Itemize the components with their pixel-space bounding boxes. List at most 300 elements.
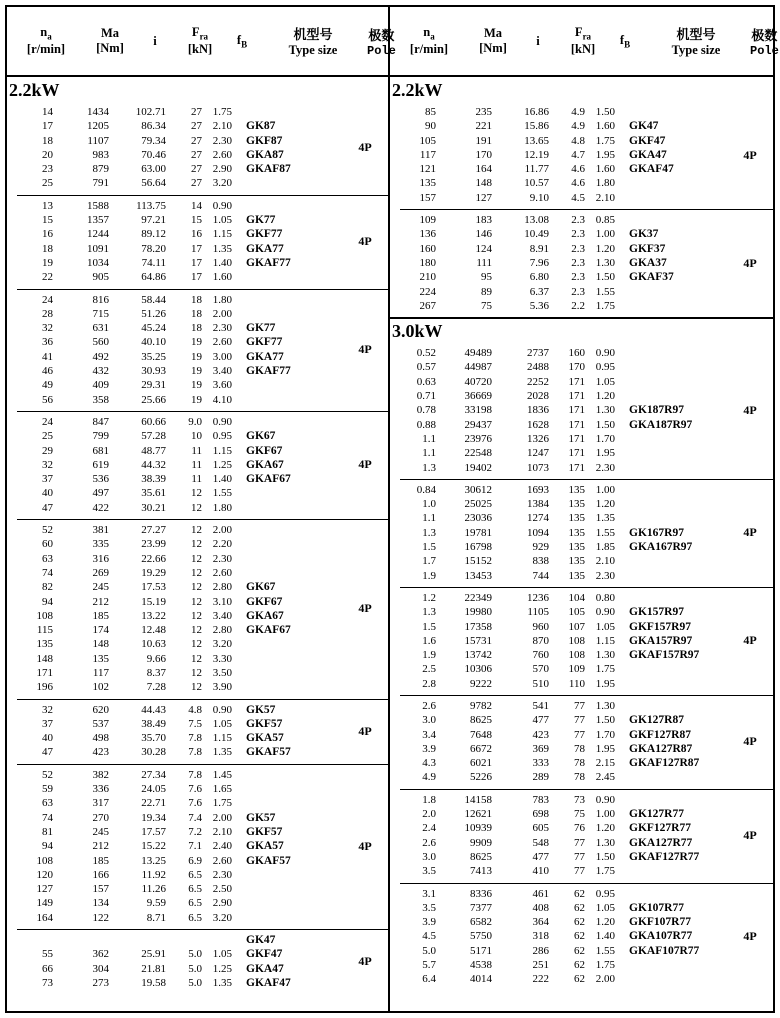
group-rows — [390, 887, 727, 987]
type-size-group — [7, 930, 388, 994]
type-size-cell: GK67 — [246, 430, 276, 443]
na-cell: 20 — [42, 148, 53, 161]
power-section — [390, 317, 773, 990]
fb-cell: 3.30 — [212, 652, 232, 665]
i-cell: 97.21 — [141, 214, 166, 227]
fb-cell: 1.30 — [595, 649, 615, 662]
ma-cell: 358 — [92, 393, 109, 406]
i-cell: 1836 — [527, 404, 549, 417]
fb-cell: 1.75 — [212, 106, 232, 118]
i-cell: 541 — [532, 699, 549, 712]
ma-cell: 4538 — [470, 959, 492, 972]
ma-cell: 22548 — [464, 447, 492, 460]
fra-cell: 2.3 — [571, 285, 585, 298]
col-header-i: i — [153, 33, 157, 48]
table-row — [7, 293, 342, 307]
na-cell: 160 — [419, 242, 436, 255]
col-header-type: 机型号 Type size — [288, 28, 338, 57]
na-cell: 0.63 — [416, 375, 436, 388]
fb-cell: 2.60 — [212, 148, 232, 161]
type-size-cell: GKA77 — [246, 350, 284, 363]
i-cell: 30.28 — [141, 746, 166, 759]
i-cell: 8.37 — [146, 666, 166, 679]
type-size-cell: GKF87 — [246, 134, 283, 147]
fra-cell: 4.6 — [571, 163, 585, 176]
fb-cell: 1.60 — [595, 120, 615, 133]
fb-cell: 2.20 — [212, 538, 232, 551]
fra-cell: 18 — [191, 293, 202, 306]
pole-cell: 4P — [358, 954, 372, 969]
fra-cell: 135 — [568, 569, 585, 582]
fb-cell: 2.90 — [212, 897, 232, 910]
i-cell: 870 — [532, 634, 549, 647]
fra-cell: 171 — [568, 418, 585, 431]
fb-cell: 1.50 — [595, 850, 615, 863]
i-cell: 58.44 — [141, 293, 166, 306]
fra-cell: 6.5 — [188, 911, 202, 924]
fb-cell: 2.30 — [595, 461, 615, 474]
fra-cell: 73 — [574, 793, 585, 806]
ma-cell: 382 — [92, 768, 109, 781]
ma-cell: 235 — [475, 106, 492, 118]
na-cell: 3.4 — [422, 728, 436, 741]
spec-table — [5, 5, 779, 1013]
i-cell: 289 — [532, 771, 549, 784]
fb-cell: 1.50 — [595, 106, 615, 118]
table-row — [390, 134, 727, 148]
type-size-cell: GKF67 — [246, 595, 283, 608]
ma-cell: 102 — [92, 681, 109, 694]
column-header-row — [390, 7, 779, 77]
fb-cell: 1.85 — [595, 541, 615, 554]
na-cell: 74 — [42, 566, 53, 579]
i-cell: 1247 — [527, 447, 549, 460]
ma-cell: 983 — [92, 148, 109, 161]
table-row — [390, 699, 727, 713]
ma-cell: 14158 — [464, 793, 492, 806]
fra-cell: 18 — [191, 307, 202, 320]
col-header-pole: 极数 Pole — [367, 28, 396, 58]
fb-cell: 3.10 — [212, 595, 232, 608]
type-size-cell: GKF57 — [246, 825, 283, 838]
ma-cell: 269 — [92, 566, 109, 579]
fra-cell: 18 — [191, 322, 202, 335]
table-row — [390, 256, 727, 270]
fb-cell: 1.50 — [595, 714, 615, 727]
type-size-group — [7, 700, 388, 764]
na-cell: 52 — [42, 768, 53, 781]
fra-cell: 19 — [191, 393, 202, 406]
fra-cell: 135 — [568, 483, 585, 496]
na-cell: 16 — [42, 228, 53, 241]
col-header-ma: Ma [Nm] — [96, 26, 124, 55]
table-row — [7, 270, 342, 284]
pole-cell: 4P — [358, 723, 372, 738]
type-size-cell: GKF67 — [246, 444, 283, 457]
ma-cell: 336 — [92, 783, 109, 796]
table-row — [7, 393, 342, 407]
na-cell: 60 — [42, 538, 53, 551]
fra-cell: 17 — [191, 256, 202, 269]
na-cell: 41 — [42, 350, 53, 363]
fb-cell: 0.90 — [595, 347, 615, 360]
type-size-cell: GK87 — [246, 120, 276, 133]
ma-cell: 148 — [475, 177, 492, 190]
ma-cell: 1091 — [87, 242, 109, 255]
na-cell: 224 — [419, 285, 436, 298]
fb-cell: 0.90 — [595, 793, 615, 806]
i-cell: 1693 — [527, 483, 549, 496]
na-cell: 15 — [42, 214, 53, 227]
fra-cell: 135 — [568, 541, 585, 554]
type-size-cell: GKF57 — [246, 717, 283, 730]
fb-cell: 1.00 — [595, 483, 615, 496]
na-cell: 24 — [42, 293, 53, 306]
fra-cell: 77 — [574, 865, 585, 878]
type-size-cell: GK127R87 — [629, 714, 684, 727]
fra-cell: 7.4 — [188, 811, 202, 824]
i-cell: 760 — [532, 649, 549, 662]
na-cell: 40 — [42, 732, 53, 745]
i-cell: 6.80 — [529, 271, 549, 284]
na-cell: 85 — [425, 106, 436, 118]
col-header-na: $n_a$ [r/min] — [409, 25, 449, 56]
fra-cell: 19 — [191, 379, 202, 392]
na-cell: 0.57 — [416, 361, 436, 374]
fra-cell: 27 — [191, 106, 202, 118]
fra-cell: 77 — [574, 714, 585, 727]
type-size-group — [390, 884, 773, 991]
table-row — [390, 728, 727, 742]
na-cell: 105 — [419, 134, 436, 147]
table-row — [7, 176, 342, 190]
fb-cell: 1.25 — [212, 458, 232, 471]
ma-cell: 9909 — [470, 836, 492, 849]
ma-cell: 317 — [92, 797, 109, 810]
fra-cell: 2.3 — [571, 271, 585, 284]
na-cell: 47 — [42, 501, 53, 514]
fra-cell: 4.5 — [571, 191, 585, 204]
fra-cell: 12 — [191, 652, 202, 665]
table-row — [390, 119, 727, 133]
fb-cell: 1.05 — [212, 214, 232, 227]
group-rows — [7, 105, 342, 191]
group-rows — [7, 703, 342, 760]
i-cell: 548 — [532, 836, 549, 849]
na-cell: 1.3 — [422, 526, 436, 539]
table-row — [390, 793, 727, 807]
ma-cell: 245 — [92, 581, 109, 594]
fb-cell: 2.80 — [212, 624, 232, 637]
ma-cell: 111 — [476, 256, 492, 269]
fb-cell: 1.55 — [212, 487, 232, 500]
table-row — [7, 523, 342, 537]
na-cell: 14 — [42, 106, 53, 118]
ma-cell: 135 — [92, 652, 109, 665]
table-row — [390, 375, 727, 389]
fb-cell: 1.20 — [595, 916, 615, 929]
fra-cell: 108 — [568, 634, 585, 647]
type-size-cell: GKF47 — [629, 134, 666, 147]
ma-cell: 185 — [92, 854, 109, 867]
pole-cell: 4P — [743, 402, 757, 417]
fra-cell: 17 — [191, 242, 202, 255]
fra-cell: 62 — [574, 901, 585, 914]
fb-cell: 1.45 — [212, 768, 232, 781]
ma-cell: 75 — [481, 299, 492, 312]
col-header-i: i — [536, 33, 540, 48]
pole-cell: 4P — [743, 929, 757, 944]
fb-cell: 2.10 — [595, 191, 615, 204]
type-size-cell: GKA157R97 — [629, 634, 693, 647]
i-cell: 9.66 — [146, 652, 166, 665]
ma-cell: 191 — [475, 134, 492, 147]
i-cell: 24.05 — [141, 783, 166, 796]
fra-cell: 62 — [574, 930, 585, 943]
fra-cell: 12 — [191, 666, 202, 679]
right-panel — [390, 7, 779, 1011]
group-rows — [7, 293, 342, 407]
table-row — [7, 811, 342, 825]
ma-cell: 422 — [92, 501, 109, 514]
fra-cell: 109 — [568, 663, 585, 676]
type-size-cell: GKA127R87 — [629, 742, 693, 755]
fb-cell: 2.90 — [212, 163, 232, 176]
fra-cell: 78 — [574, 771, 585, 784]
fb-cell: 1.80 — [595, 177, 615, 190]
table-row — [390, 850, 727, 864]
fb-cell: 1.20 — [595, 390, 615, 403]
na-cell: 3.9 — [422, 742, 436, 755]
na-cell: 94 — [42, 595, 53, 608]
table-row — [390, 299, 727, 313]
type-size-group — [390, 210, 773, 317]
table-row — [390, 191, 727, 205]
fb-cell: 2.10 — [212, 825, 232, 838]
type-size-cell: GK57 — [246, 703, 276, 716]
fb-cell: 2.60 — [212, 566, 232, 579]
fra-cell: 135 — [568, 512, 585, 525]
i-cell: 13.22 — [141, 609, 166, 622]
na-cell: 1.1 — [422, 512, 436, 525]
type-size-cell: GKF157R97 — [629, 620, 691, 633]
type-size-cell: GKA127R77 — [629, 836, 693, 849]
na-cell: 171 — [36, 666, 53, 679]
type-size-cell: GK37 — [629, 228, 659, 241]
ma-cell: 122 — [92, 911, 109, 924]
fb-cell: 1.40 — [212, 473, 232, 486]
table-row — [7, 134, 342, 148]
na-cell: 55 — [42, 948, 53, 961]
na-cell: 40 — [42, 487, 53, 500]
na-cell: 1.9 — [422, 569, 436, 582]
type-size-group — [7, 102, 388, 195]
i-cell: 51.26 — [141, 307, 166, 320]
fra-cell: 4.6 — [571, 177, 585, 190]
fb-cell: 1.15 — [212, 444, 232, 457]
ma-cell: 1107 — [87, 134, 109, 147]
i-cell: 113.75 — [136, 199, 166, 212]
ma-cell: 1034 — [87, 256, 109, 269]
fra-cell: 105 — [568, 606, 585, 619]
fb-cell: 4.10 — [212, 393, 232, 406]
i-cell: 27.27 — [141, 524, 166, 537]
fra-cell: 62 — [574, 944, 585, 957]
fb-cell: 2.00 — [595, 973, 615, 986]
i-cell: 19.58 — [141, 976, 166, 989]
fb-cell: 1.75 — [212, 797, 232, 810]
table-row — [7, 364, 342, 378]
ma-cell: 245 — [92, 825, 109, 838]
ma-cell: 157 — [92, 883, 109, 896]
i-cell: 13.08 — [524, 214, 549, 227]
type-size-cell: GKA107R77 — [629, 930, 693, 943]
ma-cell: 23036 — [464, 512, 492, 525]
type-size-cell: GKAF57 — [246, 746, 291, 759]
fra-cell: 7.2 — [188, 825, 202, 838]
ma-cell: 8625 — [470, 850, 492, 863]
type-size-cell: GK127R77 — [629, 808, 684, 821]
fra-cell: 5.0 — [188, 976, 202, 989]
fra-cell: 135 — [568, 555, 585, 568]
i-cell: 40.10 — [141, 336, 166, 349]
na-cell: 25 — [42, 177, 53, 190]
fra-cell: 135 — [568, 498, 585, 511]
col-header-type: 机型号 Type size — [671, 28, 721, 57]
ma-cell: 905 — [92, 271, 109, 284]
i-cell: 9.10 — [529, 191, 549, 204]
i-cell: 30.21 — [141, 501, 166, 514]
group-rows — [390, 699, 727, 785]
ma-cell: 409 — [92, 379, 109, 392]
table-row — [7, 501, 342, 515]
table-row — [7, 307, 342, 321]
type-size-cell: GKF37 — [629, 242, 666, 255]
fra-cell: 7.6 — [188, 797, 202, 810]
fb-cell: 1.25 — [212, 962, 232, 975]
i-cell: 1274 — [527, 512, 549, 525]
fb-cell: 0.95 — [212, 430, 232, 443]
i-cell: 13.65 — [524, 134, 549, 147]
ma-cell: 362 — [92, 948, 109, 961]
i-cell: 63.00 — [141, 163, 166, 176]
fra-cell: 12 — [191, 524, 202, 537]
fb-cell: 3.40 — [212, 365, 232, 378]
type-size-cell: GKA167R97 — [629, 541, 693, 554]
fra-cell: 62 — [574, 916, 585, 929]
fra-cell: 12 — [191, 581, 202, 594]
table-row — [390, 929, 727, 943]
table-row — [7, 227, 342, 241]
group-rows — [7, 415, 342, 515]
i-cell: 5.36 — [529, 299, 549, 312]
ma-cell: 9222 — [470, 677, 492, 690]
table-row — [7, 444, 342, 458]
ma-cell: 537 — [92, 717, 109, 730]
na-cell: 49 — [42, 379, 53, 392]
i-cell: 25.66 — [141, 393, 166, 406]
i-cell: 333 — [532, 757, 549, 770]
fb-cell: 1.55 — [595, 944, 615, 957]
na-cell: 59 — [42, 783, 53, 796]
fb-cell: 0.85 — [595, 214, 615, 227]
fb-cell: 2.45 — [595, 771, 615, 784]
fb-cell: 1.35 — [212, 746, 232, 759]
ma-cell: 23976 — [464, 432, 492, 445]
type-size-cell: GKA187R97 — [629, 418, 693, 431]
fb-cell: 1.50 — [595, 271, 615, 284]
ma-cell: 10939 — [464, 822, 492, 835]
table-row — [390, 540, 727, 554]
group-rows — [7, 933, 342, 990]
table-row — [7, 415, 342, 429]
type-size-group — [390, 696, 773, 789]
fb-cell: 1.30 — [595, 699, 615, 712]
fb-cell: 1.95 — [595, 447, 615, 460]
table-row — [7, 321, 342, 335]
type-size-group — [390, 790, 773, 883]
pole-cell: 4P — [358, 234, 372, 249]
fra-cell: 77 — [574, 699, 585, 712]
i-cell: 86.34 — [141, 120, 166, 133]
table-row — [7, 796, 342, 810]
ma-cell: 7648 — [470, 728, 492, 741]
fb-cell: 2.80 — [212, 581, 232, 594]
na-cell: 136 — [419, 228, 436, 241]
fra-cell: 7.5 — [188, 717, 202, 730]
ma-cell: 40720 — [464, 375, 492, 388]
ma-cell: 10306 — [464, 663, 492, 676]
fra-cell: 171 — [568, 375, 585, 388]
group-rows — [390, 105, 727, 205]
power-section-title: 2.2kW — [9, 80, 60, 100]
table-row — [390, 972, 727, 986]
fra-cell: 7.6 — [188, 783, 202, 796]
na-cell: 47 — [42, 746, 53, 759]
fb-cell: 1.00 — [595, 808, 615, 821]
na-cell: 120 — [36, 868, 53, 881]
na-cell: 63 — [42, 797, 53, 810]
fb-cell: 2.40 — [212, 840, 232, 853]
fb-cell: 1.80 — [212, 293, 232, 306]
table-row — [390, 148, 727, 162]
na-cell: 5.0 — [422, 944, 436, 957]
i-cell: 35.25 — [141, 350, 166, 363]
ma-cell: 381 — [92, 524, 109, 537]
fb-cell: 0.90 — [212, 199, 232, 212]
left-panel — [7, 7, 396, 1011]
table-row — [7, 472, 342, 486]
fb-cell: 1.55 — [595, 526, 615, 539]
na-cell: 17 — [42, 120, 53, 133]
fra-cell: 19 — [191, 350, 202, 363]
i-cell: 6.37 — [529, 285, 549, 298]
type-size-cell: GKAF157R97 — [629, 649, 700, 662]
fra-cell: 5.0 — [188, 962, 202, 975]
i-cell: 35.61 — [141, 487, 166, 500]
type-size-cell: GK67 — [246, 581, 276, 594]
table-row — [7, 782, 342, 796]
ma-cell: 1588 — [87, 199, 109, 212]
fb-cell: 1.20 — [595, 822, 615, 835]
fra-cell: 10 — [191, 430, 202, 443]
fra-cell: 4.8 — [571, 134, 585, 147]
fb-cell: 3.20 — [212, 638, 232, 651]
fb-cell: 1.35 — [212, 976, 232, 989]
table-row — [7, 680, 342, 694]
i-cell: 35.70 — [141, 732, 166, 745]
i-cell: 318 — [532, 930, 549, 943]
